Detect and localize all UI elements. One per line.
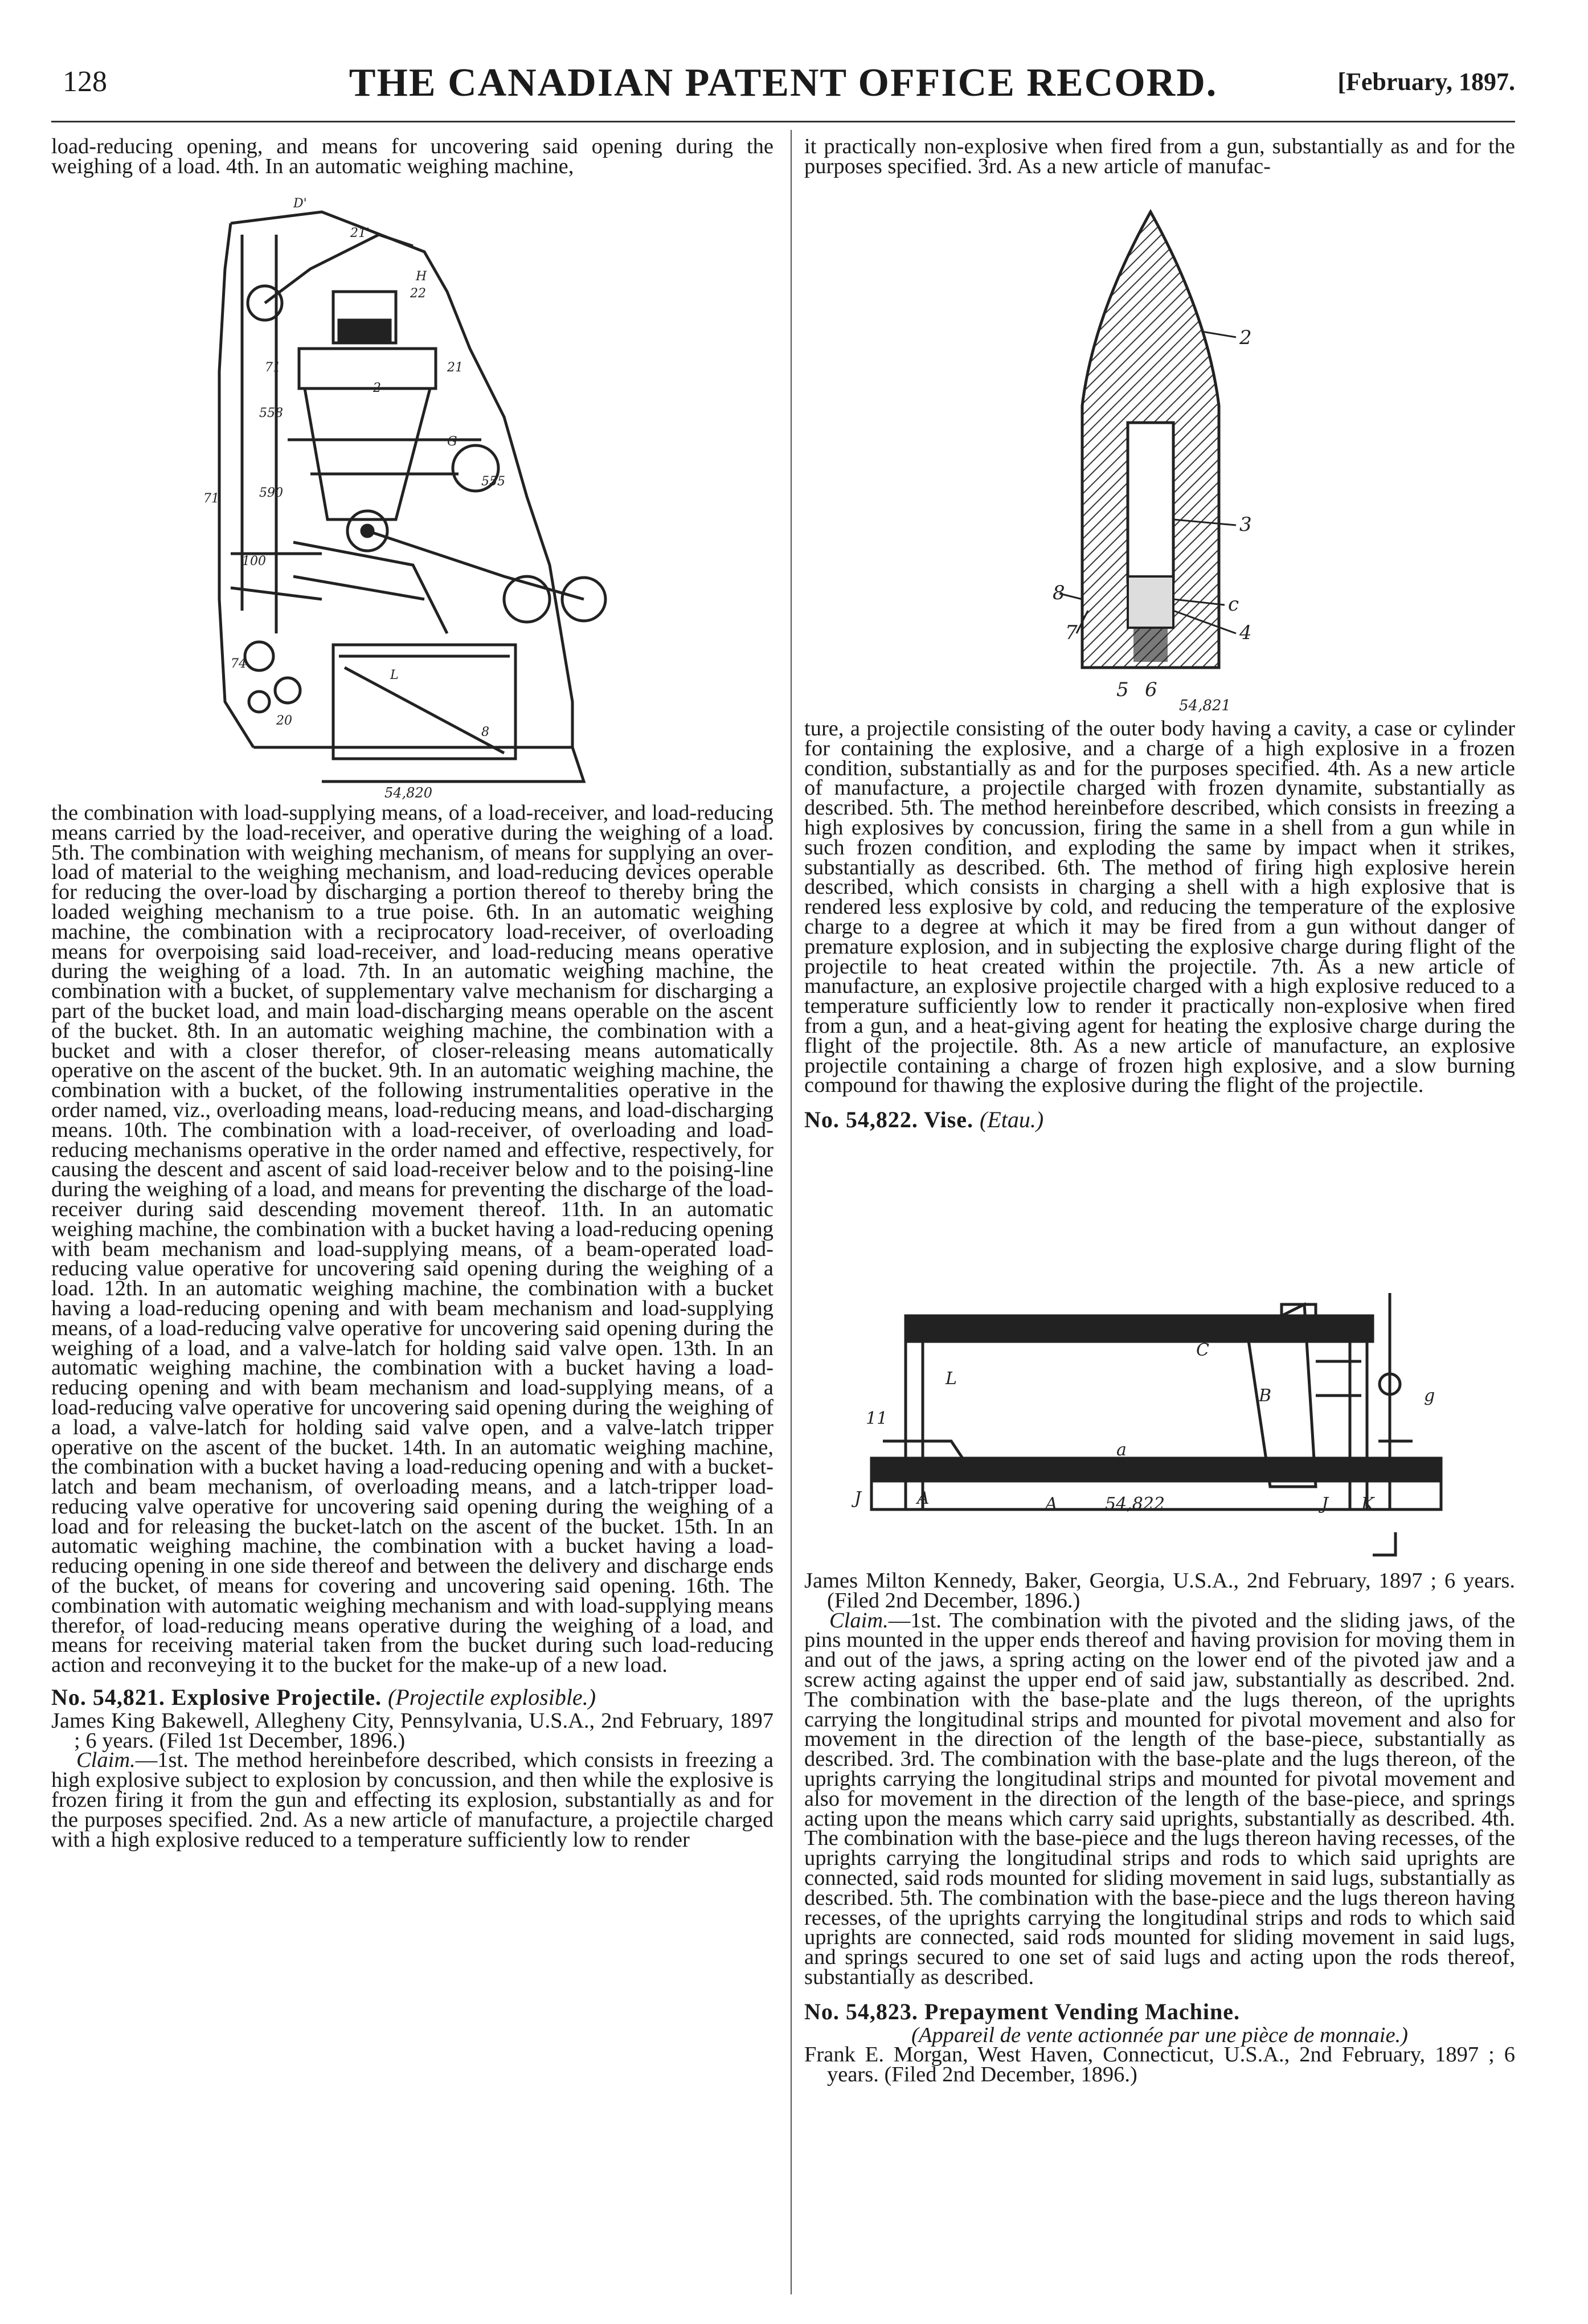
patent-french-title: (Projectile explosible.) [387, 1684, 596, 1711]
svg-text:558: 558 [259, 406, 283, 420]
svg-text:20: 20 [276, 714, 292, 728]
vise-label-B1: B [1259, 1386, 1272, 1406]
issue-date: [February, 1897. [1337, 68, 1515, 96]
patent-54823-heading [804, 1998, 1515, 2024]
svg-text:2: 2 [373, 381, 381, 395]
figure-number-54822: 54,822 [1105, 1494, 1165, 1514]
svg-text:21: 21 [447, 361, 463, 375]
svg-text:8: 8 [481, 725, 489, 739]
left-column-body [51, 803, 773, 1850]
patent-french-title: (Appareil de vente actionnée par une pièce de monnaie.) [911, 2023, 1408, 2047]
claim-label: Claim. [76, 1748, 136, 1773]
svg-text:74: 74 [231, 657, 247, 671]
svg-text:L: L [390, 668, 399, 682]
patent-title: Explosive Projectile. [171, 1684, 382, 1711]
vise-label-A2: A [1045, 1494, 1058, 1514]
figure-number-54821: 54,821 [1179, 697, 1231, 714]
weighing-machine-figure [203, 197, 607, 801]
patent-54821-heading [51, 1684, 773, 1711]
svg-text:555: 555 [481, 474, 505, 489]
svg-text:22: 22 [410, 287, 426, 301]
vise-label-11: 11 [866, 1409, 888, 1429]
projectile-label-5: 5 [1116, 678, 1129, 701]
vise-label-C: C [1196, 1340, 1209, 1360]
svg-text:H: H [416, 269, 427, 284]
vise-label-a: a [1116, 1440, 1127, 1460]
weighing-machine-drawing [203, 197, 607, 801]
claim-text-continued: it practically non-explosive when fired from a gun, substantially as and for the purposes specified. 3rd. As a new article of manufac- [804, 134, 1515, 178]
svg-text:590: 590 [259, 486, 283, 500]
vise-label-L: L [946, 1369, 957, 1389]
projectile-label-2: 2 [1239, 326, 1252, 349]
svg-text:100: 100 [242, 554, 266, 568]
vise-figure [849, 1270, 1487, 1566]
vise-label-K: K [1361, 1494, 1374, 1514]
projectile-label-c: c [1228, 593, 1239, 616]
claim-label: Claim. [829, 1608, 889, 1632]
patent-claims [804, 1608, 1515, 1989]
right-column-lower [804, 1571, 1515, 2085]
vise-label-g: g [1424, 1386, 1435, 1406]
patent-inventor: James Milton Kennedy, Baker, Georgia, U.S.A., 2nd February, 1897 ; 6 years. (Filed 2nd December, 1896.) [804, 1569, 1515, 1613]
header-rule [51, 121, 1515, 122]
projectile-figure [1053, 201, 1287, 714]
claim-text: —1st. The combination with the pivoted and the sliding jaws, of the pins mounted in the upper ends thereof and having provision for moving them in and out of the jaws, a spring acting on the lower end of the pivoted jaw and a screw acting against the upper end of said jaw, substantially as described. 2nd. The combination with the base-plate and the lugs thereon, of the uprights carrying the longitudinal strips and mounted for pivotal movement and also for movement in the direction of the length of the base-piece, substantially as described. 3rd. The combination with the base-plate and the lugs thereon, of the uprights carrying the longitudinal strips and mounted for pivotal movement and also for movement in the direction of the length of the base-piece, and springs acting upon the means which carry said uprights, substantially as described. 4th. The combination with the base-piece and the lugs thereon having recesses, of the uprights carrying the longitudinal strips and rods to which said uprights are connected, said rods mounted for sliding movement in said lugs, substantially as described. 5th. The combination with the base-piece and the lugs thereon having recesses, of the uprights carrying the longitudinal strips and rods to which said uprights are connected, said rods mounted for sliding movement in said lugs, and springs secured to one set of said lugs and acting upon the rods thereof, substantially as described. [804, 1608, 1515, 1989]
patent-number: No. 54,822. [804, 1107, 918, 1133]
patent-number: No. 54,823. [804, 1998, 918, 2024]
projectile-label-8: 8 [1053, 582, 1065, 604]
column-divider [791, 130, 792, 2294]
vise-label-B2: B [1321, 1323, 1335, 1343]
patent-54822-heading [804, 1107, 1515, 1133]
vise-label-J1: J [854, 1488, 862, 1508]
journal-title: THE CANADIAN PATENT OFFICE RECORD. [349, 61, 1218, 105]
claims-54820: the combination with load-supplying means, of a load-receiver, and load-reducing means carried by the load-receiver, and operative during the weighing of a load. 5th. The combination with weighing mechanism, of means for supplying an over-load of material to the weighing mechanism, and load-reducing devices operable for reducing the over-load by discharging a portion thereof to thereby bring the loaded weighing mechanism to a true poise. 6th. In an automatic weighing machine, the combination with a reciprocatory load-receiver, of overloading means for overpoising said load-receiver, and load-reducing means operative during the weighing of a load. 7th. In an automatic weighing machine, the combination with a bucket, of supplementary valve mechanism for discharging a part of the bucket load, and main load-discharging means operable on the ascent of the bucket. 8th. In an automatic weighing machine, the combination with a bucket and with a closer therefor, of closer-releasing means automatically operative on the ascent of the bucket. 9th. In an automatic weighing machine, the combination with a bucket, of the following instrumentalities operative in the order named, viz., overloading means, load-reducing means, and load-discharging means. 10th. The combination with a load-receiver, of overloading and load-reducing mechanisms operative in the order named and effective, respectively, for causing the descent and ascent of said load-receiver below and to the poising-line during the weighing of a load, and means for preventing the discharge of the load-receiver during said descending movement thereof. 11th. In an automatic weighing machine, the combination with a bucket having a load-reducing opening with beam mechanism and load-supplying means, of a beam-operated load-reducing value operative for uncovering said opening during the weighing of a load. 12th. In an automatic weighing machine, the combination with a bucket having a load-reducing opening and with beam mechanism and load-supplying means, of a load-reducing valve operative for uncovering said opening during the weighing of a load, and a valve-latch for holding said valve open. 13th. In an automatic weighing machine, the combination with a bucket having a load-reducing opening and with beam mechanism and load-supplying means, of a load-reducing valve operative for uncovering said opening during the weighing of a load, a valve-latch for holding said valve open, and a valve-latch tripper operative on the ascent of the bucket. 14th. In an automatic weighing machine, the combination with a bucket having a load-reducing opening and with a bucket-latch and beam mechanism, of overloading means, and a latch-tripper load-reducing valve operative for uncovering said opening during the weighing of a load and for releasing the bucket-latch on the ascent of the bucket. 15th. In an automatic weighing machine, the combination with a bucket having a load-reducing opening in one side thereof and between the delivery and discharge ends of the bucket, of means for covering and uncovering said opening. 16th. The combination with automatic weighing mechanism and with load-supplying means therefor, of load-reducing means operative during the weighing of a load, and means for receiving material taken from the bucket during such load-reducing action and reconveying it to the bucket for the make-up of a new load. [51, 801, 773, 1677]
claim-text-continued: load-reducing opening, and means for uncovering said opening during the weighing of a load. 4th. In an automatic weighing machine, [51, 134, 773, 178]
patent-number: No. 54,821. [51, 1684, 165, 1711]
right-column-intro [804, 134, 1515, 178]
vise-label-J2: J [1321, 1494, 1329, 1514]
patent-inventor: James King Bakewell, Allegheny City, Pennsylvania, U.S.A., 2nd February, 1897 ; 6 years. (Filed 1st December, 1896.) [51, 1708, 773, 1753]
page-number: 128 [63, 66, 107, 98]
svg-text:71: 71 [265, 361, 281, 375]
claims-54821-continued: ture, a projectile consisting of the outer body having a cavity, a case or cylinder for containing the explosive, and a charge of a high explosive in a frozen condition, substantially as and for the purposes specified. 4th. As a new article of manufacture, a projectile charged with frozen dynamite, substantially as described. 5th. The method hereinbefore described, which consists in freezing a high explosives by concussion, firing the same in a shell from a gun while in such frozen condition, and exploding the same by impact when it strikes, substantially as described. 6th. The method of firing high explosive herein described, which consists in charging a shell with a high explosive that is rendered less explosive by cold, and reducing the temperature of the explosive charge to a degree at which it may be fired from a gun without danger of premature explosion, and in subjecting the explosive charge during flight of the projectile to heat created within the projectile. 7th. As a new article of manufacture, an explosive projectile charged with a high explosive reduced to a temperature sufficiently low to render it practically non-explosive when fired from a gun, and a heat-giving agent for heating the explosive charge during the flight of the projectile. 8th. As a new article of manufacture, an explosive projectile containing a charge of frozen high explosive, and a slow burning compound for thawing the explosive during the flight of the projectile. [804, 717, 1515, 1098]
vise-label-A1: A [917, 1488, 930, 1508]
projectile-label-6: 6 [1145, 678, 1157, 701]
projectile-label-4: 4 [1239, 621, 1252, 644]
svg-text:71: 71 [203, 492, 219, 506]
claim-text: —1st. The method hereinbefore described, which consists in freezing a high explosive subject to explosion by concussion, and then while the explosive is frozen firing it from the gun and effecting its explosion, substantially as and for the purposes specified. 2nd. As a new article of manufacture, a projectile charged with a high explosive reduced to a temperature sufficiently low to render [51, 1748, 773, 1852]
svg-text:G: G [447, 435, 457, 449]
page-header [51, 52, 1515, 104]
projectile-label-7: 7 [1065, 621, 1078, 644]
right-column-body [804, 719, 1515, 1134]
svg-text:D': D' [293, 197, 307, 211]
left-column-intro [51, 134, 773, 178]
svg-text:21': 21' [350, 226, 370, 240]
patent-title: Vise. [924, 1107, 974, 1133]
patent-french-title: (Etau.) [980, 1107, 1044, 1133]
projectile-label-3: 3 [1239, 513, 1252, 536]
patent-title: Prepayment Vending Machine. [924, 1998, 1240, 2024]
patent-claims [51, 1750, 773, 1850]
figure-number-54820: 54,820 [384, 785, 432, 801]
patent-inventor: Frank E. Morgan, West Haven, Connecticut, U.S.A., 2nd February, 1897 ; 6 years. (Filed 2nd December, 1896.) [804, 2043, 1515, 2087]
